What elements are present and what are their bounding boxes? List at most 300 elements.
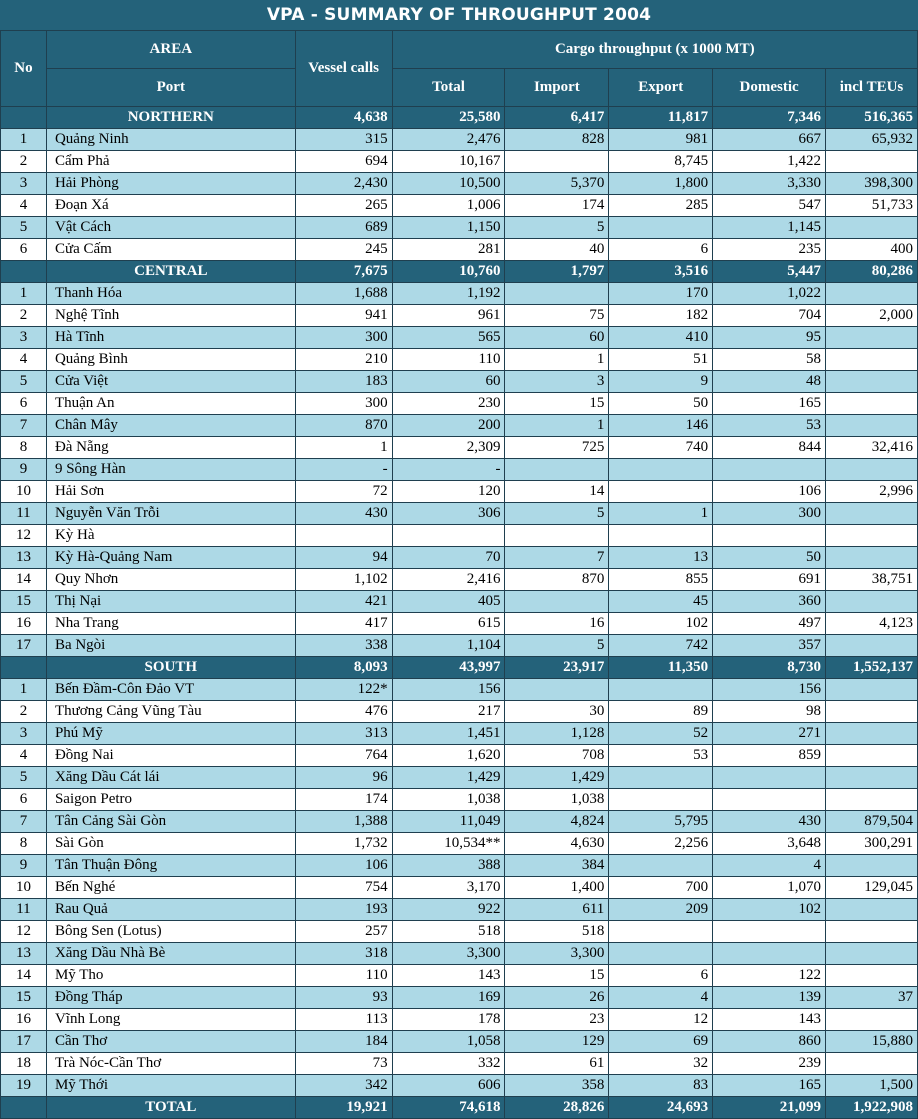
table-row	[1, 987, 918, 1009]
value-cell: 518	[392, 921, 505, 943]
port-name: Thị Nại	[46, 591, 295, 613]
value-cell: 1,422	[713, 151, 826, 173]
table-row	[1, 393, 918, 415]
value-cell: 98	[713, 701, 826, 723]
value-cell: 1	[295, 437, 392, 459]
value-cell: 1,038	[392, 789, 505, 811]
value-cell: 52	[609, 723, 713, 745]
region-total-cell: 10,760	[392, 261, 505, 283]
region-total-cell: 7,346	[713, 107, 826, 129]
value-cell: 95	[713, 327, 826, 349]
value-cell: 6	[609, 965, 713, 987]
value-cell: 281	[392, 239, 505, 261]
table-row	[1, 767, 918, 789]
value-cell: 430	[295, 503, 392, 525]
total-value-cell: 28,826	[505, 1097, 609, 1119]
value-cell: 12	[609, 1009, 713, 1031]
value-cell	[826, 789, 918, 811]
value-cell: 3,330	[713, 173, 826, 195]
table-row	[1, 349, 918, 371]
value-cell: 73	[295, 1053, 392, 1075]
value-cell: 16	[505, 613, 609, 635]
table-row	[1, 613, 918, 635]
region-total-cell: 4,638	[295, 107, 392, 129]
region-total-cell: 7,675	[295, 261, 392, 283]
value-cell	[826, 547, 918, 569]
value-cell: 110	[392, 349, 505, 371]
value-cell: 10,167	[392, 151, 505, 173]
value-cell: 1,732	[295, 833, 392, 855]
row-number: 10	[1, 481, 47, 503]
port-name: Saigon Petro	[46, 789, 295, 811]
value-cell: 102	[713, 899, 826, 921]
row-number: 14	[1, 965, 47, 987]
value-cell	[826, 701, 918, 723]
value-cell: 300	[295, 327, 392, 349]
value-cell: 4,123	[826, 613, 918, 635]
table-row	[1, 239, 918, 261]
value-cell: 11,049	[392, 811, 505, 833]
value-cell: 725	[505, 437, 609, 459]
value-cell: -	[392, 459, 505, 481]
value-cell	[713, 789, 826, 811]
value-cell: 184	[295, 1031, 392, 1053]
value-cell: 313	[295, 723, 392, 745]
value-cell: 6	[609, 239, 713, 261]
value-cell: 1,800	[609, 173, 713, 195]
table-row	[1, 1053, 918, 1075]
value-cell	[826, 459, 918, 481]
region-total-cell: 1,797	[505, 261, 609, 283]
row-number: 13	[1, 547, 47, 569]
port-name: Cửa Cấm	[46, 239, 295, 261]
value-cell	[826, 503, 918, 525]
region-total-cell: 3,516	[609, 261, 713, 283]
port-name: Bến Đầm-Côn Đảo VT	[46, 679, 295, 701]
table-row	[1, 635, 918, 657]
value-cell	[826, 393, 918, 415]
value-cell: 193	[295, 899, 392, 921]
value-cell: 9	[609, 371, 713, 393]
value-cell: 315	[295, 129, 392, 151]
value-cell	[713, 767, 826, 789]
table-row	[1, 415, 918, 437]
value-cell: 667	[713, 129, 826, 151]
value-cell	[713, 921, 826, 943]
value-cell: 547	[713, 195, 826, 217]
value-cell: 51,733	[826, 195, 918, 217]
value-cell: 754	[295, 877, 392, 899]
row-number: 1	[1, 679, 47, 701]
value-cell: 50	[713, 547, 826, 569]
value-cell: 2,476	[392, 129, 505, 151]
table-row	[1, 569, 918, 591]
value-cell: 2,256	[609, 833, 713, 855]
value-cell: 96	[295, 767, 392, 789]
value-cell: 1,038	[505, 789, 609, 811]
region-total-cell: 6,417	[505, 107, 609, 129]
value-cell	[826, 745, 918, 767]
value-cell: 174	[295, 789, 392, 811]
value-cell: 139	[713, 987, 826, 1009]
region-total-cell: 8,730	[713, 657, 826, 679]
port-name: Nguyễn Văn Trỗi	[46, 503, 295, 525]
port-name: Ba Ngòi	[46, 635, 295, 657]
value-cell	[826, 679, 918, 701]
value-cell: 285	[609, 195, 713, 217]
value-cell	[609, 767, 713, 789]
row-number: 6	[1, 789, 47, 811]
value-cell	[713, 525, 826, 547]
table-row	[1, 195, 918, 217]
row-number: 6	[1, 239, 47, 261]
value-cell: 37	[826, 987, 918, 1009]
header-import: Import	[505, 69, 609, 107]
value-cell: 1,150	[392, 217, 505, 239]
port-name: Vật Cách	[46, 217, 295, 239]
value-cell: 3	[505, 371, 609, 393]
table-row	[1, 503, 918, 525]
table-row	[1, 525, 918, 547]
value-cell: 120	[392, 481, 505, 503]
value-cell	[826, 723, 918, 745]
value-cell	[295, 525, 392, 547]
port-name: Rau Quả	[46, 899, 295, 921]
row-number: 3	[1, 173, 47, 195]
value-cell: 146	[609, 415, 713, 437]
region-total-cell: 43,997	[392, 657, 505, 679]
value-cell: 4,630	[505, 833, 609, 855]
value-cell: 32,416	[826, 437, 918, 459]
table-row	[1, 481, 918, 503]
port-name: Cần Thơ	[46, 1031, 295, 1053]
region-name: NORTHERN	[46, 107, 295, 129]
value-cell: 430	[713, 811, 826, 833]
value-cell	[826, 635, 918, 657]
value-cell: 26	[505, 987, 609, 1009]
value-cell: 5,370	[505, 173, 609, 195]
port-name: Chân Mây	[46, 415, 295, 437]
port-name: Sài Gòn	[46, 833, 295, 855]
value-cell: 3,300	[392, 943, 505, 965]
value-cell	[609, 679, 713, 701]
region-total-cell: 516,365	[826, 107, 918, 129]
value-cell: 300	[713, 503, 826, 525]
row-number: 5	[1, 371, 47, 393]
table-row	[1, 1009, 918, 1031]
value-cell	[505, 591, 609, 613]
value-cell: 1,192	[392, 283, 505, 305]
value-cell	[505, 283, 609, 305]
port-name: Trà Nóc-Cần Thơ	[46, 1053, 295, 1075]
value-cell: 200	[392, 415, 505, 437]
value-cell: 1,128	[505, 723, 609, 745]
value-cell: 855	[609, 569, 713, 591]
value-cell: 870	[505, 569, 609, 591]
row-number: 9	[1, 459, 47, 481]
value-cell: 3,170	[392, 877, 505, 899]
header-vessel-calls: Vessel calls	[295, 31, 392, 107]
value-cell: 1,102	[295, 569, 392, 591]
value-cell: 300,291	[826, 833, 918, 855]
port-name: Tân Cảng Sài Gòn	[46, 811, 295, 833]
table-row	[1, 899, 918, 921]
port-name: Nghệ Tĩnh	[46, 305, 295, 327]
value-cell: 217	[392, 701, 505, 723]
value-cell: 1,429	[505, 767, 609, 789]
port-name: Đà Nẵng	[46, 437, 295, 459]
port-name: Kỳ Hà-Quảng Nam	[46, 547, 295, 569]
value-cell	[609, 459, 713, 481]
value-cell: 60	[505, 327, 609, 349]
row-number: 17	[1, 1031, 47, 1053]
value-cell: 421	[295, 591, 392, 613]
value-cell	[609, 855, 713, 877]
region-name: CENTRAL	[46, 261, 295, 283]
row-number: 12	[1, 921, 47, 943]
value-cell: 14	[505, 481, 609, 503]
table-row	[1, 173, 918, 195]
value-cell	[826, 591, 918, 613]
value-cell	[713, 943, 826, 965]
row-number: 11	[1, 899, 47, 921]
value-cell: 606	[392, 1075, 505, 1097]
port-name: Quảng Ninh	[46, 129, 295, 151]
region-total-cell: 25,580	[392, 107, 505, 129]
value-cell: 129	[505, 1031, 609, 1053]
value-cell: 611	[505, 899, 609, 921]
port-name: Vĩnh Long	[46, 1009, 295, 1031]
total-value-cell: 24,693	[609, 1097, 713, 1119]
header-total: Total	[392, 69, 505, 107]
value-cell: 2,430	[295, 173, 392, 195]
row-number: 10	[1, 877, 47, 899]
throughput-table	[0, 30, 918, 1119]
value-cell: 30	[505, 701, 609, 723]
value-cell	[826, 349, 918, 371]
value-cell: 38,751	[826, 569, 918, 591]
value-cell: 3,648	[713, 833, 826, 855]
value-cell: 122*	[295, 679, 392, 701]
header-no: No	[1, 31, 47, 107]
value-cell: 183	[295, 371, 392, 393]
table-row	[1, 283, 918, 305]
value-cell: 2,000	[826, 305, 918, 327]
value-cell: 10,534**	[392, 833, 505, 855]
table-row	[1, 921, 918, 943]
sheet-title: VPA - SUMMARY OF THROUGHPUT 2004	[0, 0, 918, 30]
value-cell: 48	[713, 371, 826, 393]
region-no-cell	[1, 261, 47, 283]
value-cell: 51	[609, 349, 713, 371]
row-number: 15	[1, 591, 47, 613]
value-cell	[505, 679, 609, 701]
value-cell: 110	[295, 965, 392, 987]
row-number: 3	[1, 723, 47, 745]
region-row-central	[1, 261, 918, 283]
value-cell: 93	[295, 987, 392, 1009]
row-number: 11	[1, 503, 47, 525]
value-cell: 69	[609, 1031, 713, 1053]
value-cell	[826, 965, 918, 987]
region-total-cell: 80,286	[826, 261, 918, 283]
value-cell	[713, 459, 826, 481]
value-cell: 129,045	[826, 877, 918, 899]
row-number: 15	[1, 987, 47, 1009]
value-cell: 2,416	[392, 569, 505, 591]
region-total-cell: 1,552,137	[826, 657, 918, 679]
value-cell: 50	[609, 393, 713, 415]
row-number: 4	[1, 745, 47, 767]
value-cell: 182	[609, 305, 713, 327]
value-cell: 400	[826, 239, 918, 261]
port-name: Xăng Dầu Nhà Bè	[46, 943, 295, 965]
value-cell: 388	[392, 855, 505, 877]
value-cell: 15	[505, 393, 609, 415]
value-cell	[826, 415, 918, 437]
table-row	[1, 679, 918, 701]
port-name: Hải Phòng	[46, 173, 295, 195]
row-number: 2	[1, 701, 47, 723]
value-cell: 691	[713, 569, 826, 591]
value-cell: 75	[505, 305, 609, 327]
table-row	[1, 877, 918, 899]
port-name: Nha Trang	[46, 613, 295, 635]
row-number: 8	[1, 833, 47, 855]
value-cell: 417	[295, 613, 392, 635]
value-cell	[505, 459, 609, 481]
value-cell: 170	[609, 283, 713, 305]
value-cell: 360	[713, 591, 826, 613]
table-row	[1, 327, 918, 349]
table-row	[1, 217, 918, 239]
value-cell: 1,104	[392, 635, 505, 657]
value-cell: 83	[609, 1075, 713, 1097]
value-cell: 844	[713, 437, 826, 459]
port-name: Hà Tĩnh	[46, 327, 295, 349]
value-cell: 4	[609, 987, 713, 1009]
value-cell	[609, 921, 713, 943]
region-total-cell: 8,093	[295, 657, 392, 679]
value-cell: 870	[295, 415, 392, 437]
value-cell	[826, 327, 918, 349]
row-number: 12	[1, 525, 47, 547]
row-number: 19	[1, 1075, 47, 1097]
table-row	[1, 723, 918, 745]
port-name: Bông Sen (Lotus)	[46, 921, 295, 943]
value-cell: 357	[713, 635, 826, 657]
header-area: AREA	[46, 31, 295, 69]
total-value-cell: 19,921	[295, 1097, 392, 1119]
value-cell: 5	[505, 635, 609, 657]
value-cell	[609, 789, 713, 811]
value-cell: 565	[392, 327, 505, 349]
value-cell: 1,058	[392, 1031, 505, 1053]
value-cell: 740	[609, 437, 713, 459]
table-row	[1, 591, 918, 613]
region-row-south	[1, 657, 918, 679]
value-cell	[505, 525, 609, 547]
value-cell	[826, 283, 918, 305]
value-cell	[826, 371, 918, 393]
value-cell: 332	[392, 1053, 505, 1075]
row-number: 7	[1, 811, 47, 833]
value-cell: 1,400	[505, 877, 609, 899]
value-cell: 941	[295, 305, 392, 327]
table-row	[1, 547, 918, 569]
table-row	[1, 437, 918, 459]
port-name: Thương Cảng Vũng Tàu	[46, 701, 295, 723]
value-cell: 1,429	[392, 767, 505, 789]
value-cell: 2,309	[392, 437, 505, 459]
value-cell: 143	[392, 965, 505, 987]
value-cell: 398,300	[826, 173, 918, 195]
row-number: 3	[1, 327, 47, 349]
value-cell	[826, 525, 918, 547]
value-cell: 13	[609, 547, 713, 569]
value-cell: 410	[609, 327, 713, 349]
table-row	[1, 1031, 918, 1053]
value-cell: 156	[392, 679, 505, 701]
row-number: 14	[1, 569, 47, 591]
port-name: Thanh Hóa	[46, 283, 295, 305]
value-cell: 15,880	[826, 1031, 918, 1053]
header-export: Export	[609, 69, 713, 107]
row-number: 18	[1, 1053, 47, 1075]
value-cell: 1	[505, 349, 609, 371]
value-cell: 209	[609, 899, 713, 921]
value-cell: 5,795	[609, 811, 713, 833]
port-name: Tân Thuận Đông	[46, 855, 295, 877]
value-cell: 694	[295, 151, 392, 173]
value-cell	[505, 151, 609, 173]
value-cell: 5	[505, 217, 609, 239]
row-number: 4	[1, 195, 47, 217]
value-cell: 15	[505, 965, 609, 987]
value-cell	[826, 1009, 918, 1031]
value-cell: 1,620	[392, 745, 505, 767]
value-cell: 405	[392, 591, 505, 613]
value-cell: 306	[392, 503, 505, 525]
value-cell: 53	[713, 415, 826, 437]
value-cell	[826, 943, 918, 965]
value-cell: 742	[609, 635, 713, 657]
value-cell: 5	[505, 503, 609, 525]
value-cell: 764	[295, 745, 392, 767]
port-name: Đồng Nai	[46, 745, 295, 767]
value-cell: 700	[609, 877, 713, 899]
value-cell: 165	[713, 1075, 826, 1097]
region-no-cell	[1, 107, 47, 129]
value-cell: 860	[713, 1031, 826, 1053]
port-name: Đoạn Xá	[46, 195, 295, 217]
value-cell: 58	[713, 349, 826, 371]
value-cell: 72	[295, 481, 392, 503]
value-cell: 8,745	[609, 151, 713, 173]
row-number: 1	[1, 129, 47, 151]
value-cell: 32	[609, 1053, 713, 1075]
table-row	[1, 371, 918, 393]
port-name: Mỹ Thới	[46, 1075, 295, 1097]
region-total-cell: 11,350	[609, 657, 713, 679]
value-cell: 384	[505, 855, 609, 877]
value-cell	[826, 217, 918, 239]
table-row	[1, 833, 918, 855]
value-cell: 1,022	[713, 283, 826, 305]
value-cell: 879,504	[826, 811, 918, 833]
table-row	[1, 459, 918, 481]
value-cell	[609, 481, 713, 503]
